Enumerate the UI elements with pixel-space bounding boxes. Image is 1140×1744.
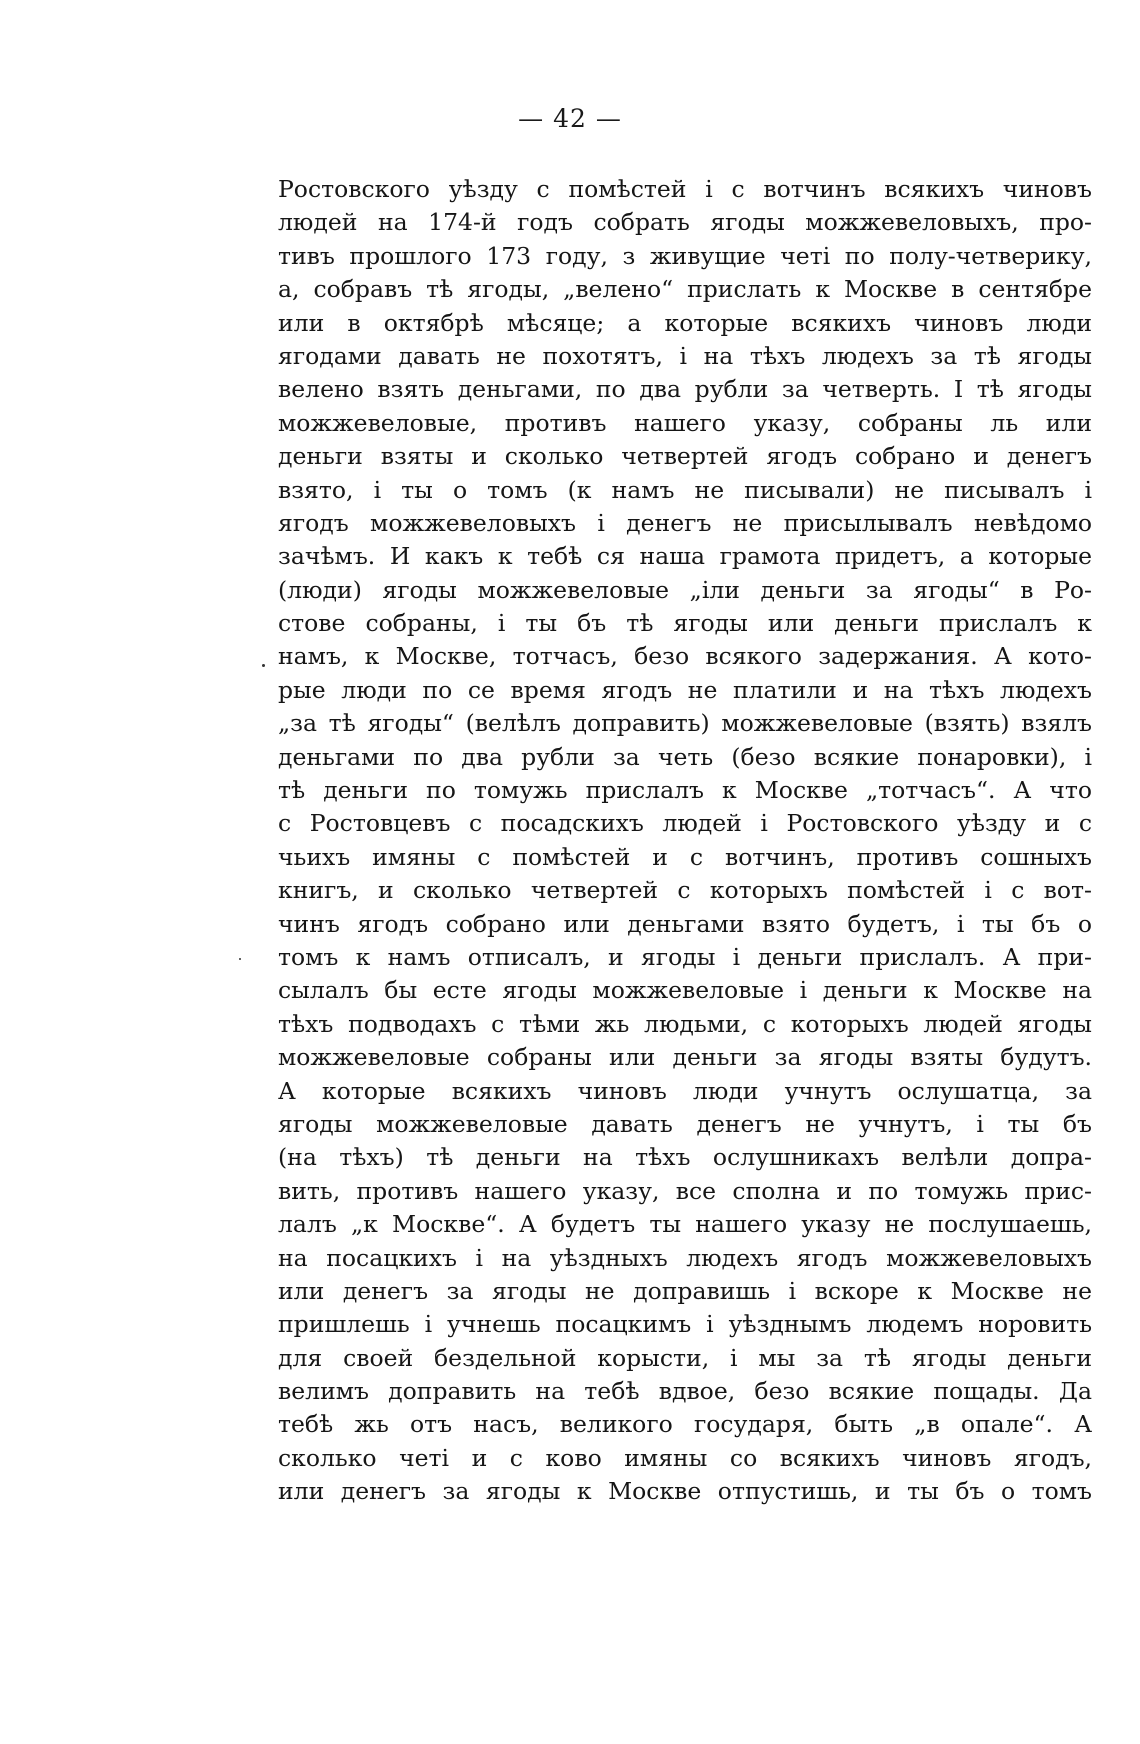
text-line: тѣхъ подводахъ с тѣми жь людьми, с которыхъ людей ягоды (278, 1009, 1092, 1038)
text-line: ягодъ можжевеловыхъ і денегъ не присылывалъ невѣдомо (278, 508, 1092, 537)
text-line: велено взять деньгами, по два рубли за четверть. І тѣ ягоды (278, 375, 1092, 404)
text-line: книгъ, и сколько четвертей с которыхъ помѣстей і с вот- (278, 876, 1092, 905)
text-line: чьихъ имяны с помѣстей и с вотчинъ, противъ сошныхъ (278, 842, 1092, 871)
text-line: для своей бездельной корысти, і мы за тѣ ягоды деньги (278, 1343, 1092, 1372)
page-number: — 42 — (518, 104, 622, 133)
scan-speck (239, 958, 241, 960)
text-line: людей на 174-й годъ собрать ягоды можжевеловыхъ, про- (278, 208, 1092, 237)
text-line: можжевеловые, противъ нашего указу, собраны ль или (278, 408, 1092, 437)
text-line: или денегъ за ягоды к Москве отпустишь, и ты бъ о томъ (278, 1477, 1092, 1506)
text-line: (на тѣхъ) тѣ деньги на тѣхъ ослушникахъ велѣли допра- (278, 1143, 1092, 1172)
text-line: Ростовского уѣзду с помѣстей і с вотчинъ всякихъ чиновъ (278, 175, 1092, 203)
text-line: (люди) ягоды можжевеловые „іли деньги за ягоды“ в Ро- (278, 575, 1092, 604)
text-line: на посацкихъ і на уѣздныхъ людехъ ягодъ можжевеловыхъ (278, 1243, 1092, 1272)
text-line: можжевеловые собраны или деньги за ягоды взяты будутъ. (278, 1043, 1092, 1072)
text-line: вить, противъ нашего указу, все сполна и по томужь прис- (278, 1176, 1092, 1205)
text-line: с Ростовцевъ с посадскихъ людей і Ростовского уѣзду и с (278, 809, 1092, 838)
text-line: ягодами давать не похотятъ, і на тѣхъ людехъ за тѣ ягоды (278, 341, 1092, 370)
text-line: деньгами по два рубли за четь (безо всякие понаровки), і (278, 742, 1092, 771)
scan-speck (262, 664, 265, 667)
text-line: рые люди по се время ягодъ не платили и на тѣхъ людехъ (278, 675, 1092, 704)
text-line: а, собравъ тѣ ягоды, „велено“ прислать к Москве в сентябре (278, 275, 1092, 304)
text-line: тѣ деньги по томужь прислалъ к Москве „тотчасъ“. А что (278, 776, 1092, 805)
text-line: тивъ прошлого 173 году, з живущие четі по полу-четверику, (278, 241, 1092, 270)
text-line: велимъ доправить на тебѣ вдвое, безо всякие пощады. Да (278, 1377, 1092, 1406)
text-line: А которые всякихъ чиновъ люди учнутъ ослушатца, за (278, 1076, 1092, 1105)
text-line: сылалъ бы есте ягоды можжевеловые і деньги к Москве на (278, 976, 1092, 1005)
text-line: зачѣмъ. И какъ к тебѣ ся наша грамота придетъ, а которые (278, 542, 1092, 571)
text-line: тебѣ жь отъ насъ, великого государя, быть „в опале“. А (278, 1410, 1092, 1439)
text-line: стове собраны, і ты бъ тѣ ягоды или деньги прислалъ к (278, 609, 1092, 638)
body-text (278, 173, 1092, 1509)
text-line: томъ к намъ отписалъ, и ягоды і деньги прислалъ. А при- (278, 942, 1092, 971)
text-line: ягоды можжевеловые давать денегъ не учнутъ, і ты бъ (278, 1109, 1092, 1138)
text-line: лалъ „к Москве“. А будетъ ты нашего указу не послушаешь, (278, 1210, 1092, 1239)
text-line: или денегъ за ягоды не доправишь і вскоре к Москве не (278, 1276, 1092, 1305)
text-line: пришлешь і учнешь посацкимъ і уѣзднымъ людемъ норовить (278, 1310, 1092, 1339)
text-line: сколько четі и с ково имяны со всякихъ чиновъ ягодъ, (278, 1443, 1092, 1472)
text-line: или в октябрѣ мѣсяце; а которые всякихъ чиновъ люди (278, 308, 1092, 337)
text-line: взято, і ты о томъ (к намъ не писывали) не писывалъ і (278, 475, 1092, 504)
text-line: намъ, к Москве, тотчасъ, безо всякого задержания. А кото- (278, 642, 1092, 671)
text-line: деньги взяты и сколько четвертей ягодъ собрано и денегъ (278, 442, 1092, 471)
text-line: „за тѣ ягоды“ (велѣлъ доправить) можжевеловые (взять) взялъ (278, 709, 1092, 738)
text-line: чинъ ягодъ собрано или деньгами взято будетъ, і ты бъ о (278, 909, 1092, 938)
